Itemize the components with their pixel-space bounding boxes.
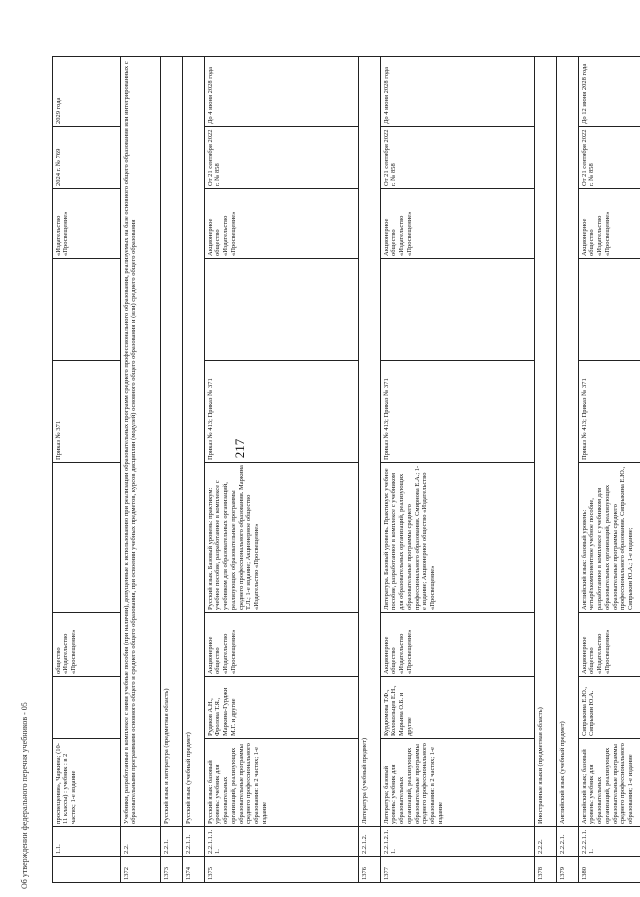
book-title: просвещения», Чаркина; (10-11 классы) : учебник : в 2 частях; 1-е издание — [53, 739, 121, 827]
copyright-holder: Акционерное общество «Издательство «Просвещение» — [205, 189, 359, 259]
table-body — [53, 57, 640, 883]
row-number: 1374 — [183, 857, 205, 883]
section-row — [161, 57, 183, 883]
empty-cell — [53, 259, 121, 361]
supplementary-materials: Литература. Базовый уровень. Практикум: учебное пособие, разработанное в комплексе с учебником для образовательных организаций, реализующих образовательные программы среднего профессионального образования. Смирнова Е.А.; 1-е издание; Акционерное общество «Издательство «Просвещение» — [381, 463, 535, 613]
row-code: 2.2.1.2. — [359, 827, 381, 857]
section-row — [557, 57, 579, 883]
validity-date: До 4 июня 2028 года — [381, 57, 535, 127]
inclusion-date: От 21 сентября 2022 г. № 858 — [205, 127, 359, 189]
table-row — [53, 57, 121, 883]
row-number: 1372 — [121, 857, 161, 883]
table-row — [579, 57, 640, 883]
approval-orders: Приказ № 371 — [53, 361, 121, 463]
supplementary-materials: Русский язык. Базовый уровень: практикум: учебное пособие, разработанное в комплексе с учебником для образовательных организаций, реализующих образовательные программы среднего профессионального образования. Маркина Т.Л.; 1-е издание; Акционерное общество «Издательство «Просвещение» — [205, 463, 359, 613]
inclusion-date: От 21 сентября 2022 г. № 858 — [381, 127, 535, 189]
row-number: 1376 — [359, 857, 381, 883]
book-publisher: Акционерное общество «Издательство «Просвещение» — [579, 613, 640, 677]
book-authors — [53, 677, 121, 739]
section-heading: Иностранные языки (предметная область) — [535, 57, 557, 827]
supplementary-materials — [53, 463, 121, 613]
book-publisher: Акционерное общество «Издательство «Просвещение» — [205, 613, 359, 677]
section-heading: Русский язык (учебный предмет) — [183, 57, 205, 827]
section-heading: Русский язык и литература (предметная область) — [161, 57, 183, 827]
row-code: 2.2.2.1. — [557, 827, 579, 857]
row-number: 1375 — [205, 857, 359, 883]
validity-date: До 12 июня 2028 года — [579, 57, 640, 127]
book-title: Русский язык: базовый уровень: учебник для образовательных организаций, реализующих образовательные программы среднего профессионального образования: в 2 частях; 1-е издание — [205, 739, 359, 827]
row-number: 1379 — [557, 857, 579, 883]
book-authors: Курдюмова Т.Ф., Колокольцев Е.Н., Марьина О.Б. и другие — [381, 677, 535, 739]
row-code: 2.2.1. — [161, 827, 183, 857]
row-number — [53, 857, 121, 883]
textbook-table — [52, 56, 640, 883]
footer-note: Об утверждении федерального перечня учебников - 05 — [20, 702, 29, 889]
row-code: 2.2.1.1. — [183, 827, 205, 857]
book-publisher: общество «Издательство «Просвещение» — [53, 613, 121, 677]
validity-date: 2029 года — [53, 57, 121, 127]
table-row — [205, 57, 359, 883]
row-number: 1377 — [381, 857, 535, 883]
copyright-holder: Акционерное общество «Издательство «Просвещение» — [579, 189, 640, 259]
row-number: 1378 — [535, 857, 557, 883]
section-heading: Литература (учебный предмет) — [359, 57, 381, 827]
book-title: Литература; базовый уровень: учебник для образовательных организаций, реализующих образовательные программы среднего профессионального образования: в 2 частях; 1-е издание — [381, 739, 535, 827]
approval-orders: Приказ № 413; Приказ № 371 — [381, 361, 535, 463]
inclusion-date: От 21 сентября 2022 г. № 858 — [579, 127, 640, 189]
row-number: 1380 — [579, 857, 640, 883]
empty-cell — [579, 259, 640, 361]
book-title: Английский язык; базовый уровень: учебник для образовательных организаций, реализующих образовательные программы среднего профессионального образования; 1-е издание — [579, 739, 640, 827]
row-code: 2.2.2. — [535, 827, 557, 857]
table-row — [381, 57, 535, 883]
book-authors: Рудяков А.Н., Фролова Т.Я., Маркина-Гурджи М.Г. и другие — [205, 677, 359, 739]
validity-date: До 4 июня 2028 года — [205, 57, 359, 127]
section-row — [359, 57, 381, 883]
section-row — [535, 57, 557, 883]
row-code: 2.2.1.2.1.1. — [381, 827, 535, 857]
inclusion-date: 2024 г. № 769 — [53, 127, 121, 189]
approval-orders: Приказ № 413; Приказ № 371 — [579, 361, 640, 463]
book-authors: Сипрыкина Е.Ю., Сипрыкин Ю.А. — [579, 677, 640, 739]
book-publisher: Акционерное общество «Издательство «Просвещение» — [381, 613, 535, 677]
row-code: 1.1. — [53, 827, 121, 857]
copyright-holder: «Издательство «Просвещение» — [53, 189, 121, 259]
row-code: 2.2.2.1.1.1. — [579, 827, 640, 857]
empty-cell — [205, 259, 359, 361]
section-row — [121, 57, 161, 883]
section-heading: Учебники, разработанные в комплексе с ними учебные пособия (при наличии), допущенные к использованию при реализации образовательных программ среднего профессионального образования, реализуемых на базе основного общего образования или интегрированных с образовательными программами основного общего и среднего общего образования, при освоении учебных предметов, курсов дисциплин (модулей) основного общего образования и (или) среднего общего образования — [121, 57, 161, 827]
section-row — [183, 57, 205, 883]
approval-orders: Приказ № 413; Приказ № 371 — [205, 361, 359, 463]
section-heading: Английский язык (учебный предмет) — [557, 57, 579, 827]
row-code: 2.2. — [121, 827, 161, 857]
row-number: 1373 — [161, 857, 183, 883]
supplementary-materials: Английский язык: базовый уровень: четырёхкомпонентное учебное пособие, разработанное в комплексе с учебником для образовательных организаций, реализующих образовательные программы среднего профессионального образования. Сипрыкина Е.Ю., Сипрыкин Ю.А.; 1-е издание; — [579, 463, 640, 613]
empty-cell — [381, 259, 535, 361]
copyright-holder: Акционерное общество «Издательство «Просвещение» — [381, 189, 535, 259]
row-code: 2.2.1.1.1.1. — [205, 827, 359, 857]
page-number: 217 — [232, 438, 247, 459]
